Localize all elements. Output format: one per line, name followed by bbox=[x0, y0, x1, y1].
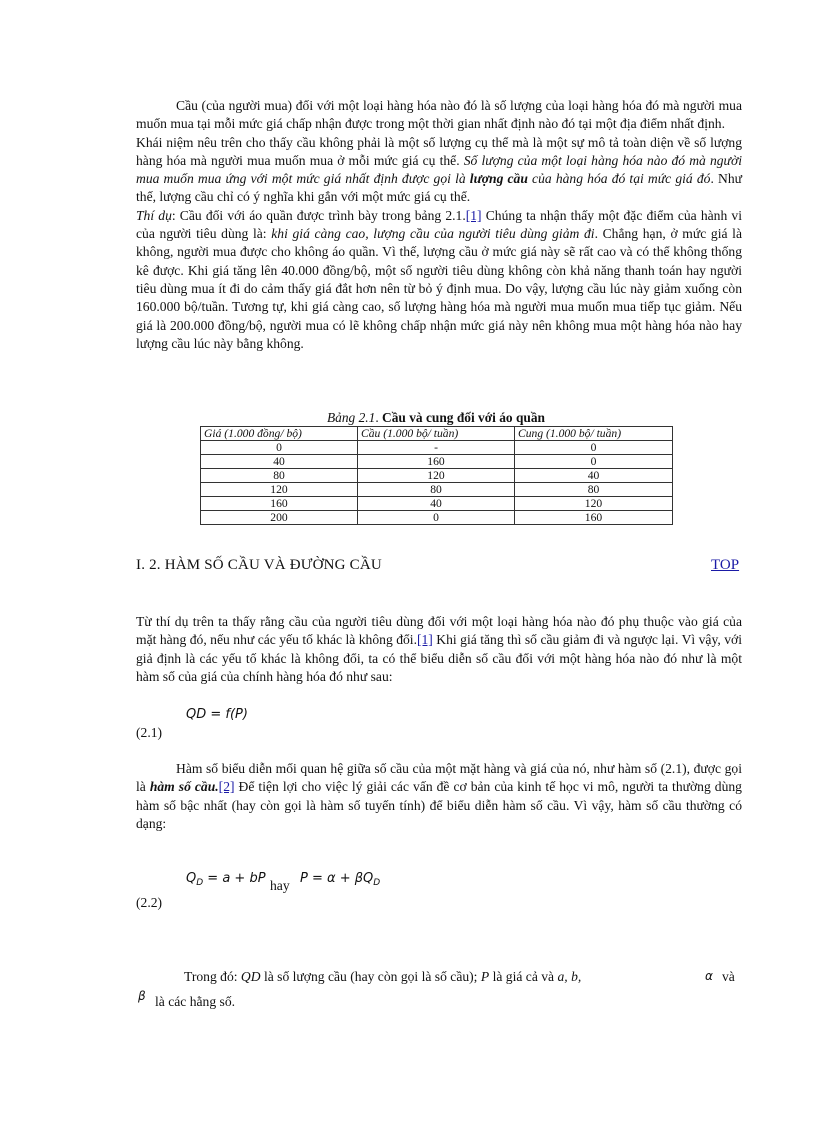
table-cell: 40 bbox=[515, 469, 673, 483]
formula-sub: D bbox=[196, 878, 204, 888]
para6-text3: là giá cả và bbox=[489, 969, 558, 984]
para6-text2: là số lượng cầu (hay còn gọi là số cầu); bbox=[260, 969, 481, 984]
footnote-link-1b[interactable]: [1] bbox=[416, 632, 433, 648]
table-caption: Bảng 2.1. Cầu và cung đối với áo quần bbox=[326, 410, 545, 425]
para5-text1: Hàm số biểu diễn mối quan hệ giữa số cầu của một mặt hàng và giá của nó, như hàm số (2.1), được gọi là bbox=[136, 761, 742, 795]
equation-number-2-2: (2.2) bbox=[136, 895, 163, 910]
para2-italic2: của hàng hóa đó tại mức giá đó bbox=[527, 171, 711, 187]
table-cell: 80 bbox=[358, 483, 515, 497]
table-cell: 0 bbox=[358, 511, 515, 525]
table-cell: - bbox=[358, 441, 515, 455]
table-row bbox=[201, 455, 673, 469]
para2-plain: Khái niệm nêu trên cho thấy cầu không phải là một số lượng cụ thể mà là một sự mô tả toàn diện về số lượng hàng hóa mà người mua muốn mua ở mỗi mức giá cụ thể. bbox=[136, 134, 742, 168]
para2-italic1: Số lượng của một loại hàng hóa nào đó mà người mua muốn mua ứng với một mức giá nhất định được gọi là bbox=[136, 152, 742, 187]
table-row bbox=[201, 441, 673, 455]
paragraph-demand-definition bbox=[136, 97, 742, 353]
alpha-symbol: α bbox=[705, 969, 713, 983]
para4 bbox=[136, 613, 742, 686]
table-header-price: Giá (1.000 đồng/ bộ) bbox=[201, 427, 358, 441]
para2-bold-term: lượng cầu bbox=[469, 171, 528, 187]
equation-number-2-1: (2.1) bbox=[136, 725, 163, 740]
para6-text4: là các hằng số. bbox=[155, 994, 236, 1009]
table-header-row bbox=[201, 427, 673, 441]
formula-q: Q bbox=[186, 871, 197, 886]
table-caption-number: Bảng 2.1 bbox=[326, 410, 376, 425]
beta-symbol: β bbox=[138, 989, 146, 1003]
para2-tail: . Như thế, lượng cầu chỉ có ý nghĩa khi gắn với một mức giá cụ thể. bbox=[136, 171, 742, 205]
table-cell: 200 bbox=[201, 511, 358, 525]
table-cell: 160 bbox=[201, 497, 358, 511]
para3 bbox=[136, 207, 742, 353]
para6-and: và bbox=[722, 969, 735, 984]
table-cell: 120 bbox=[515, 497, 673, 511]
table-cell: 160 bbox=[515, 511, 673, 525]
para6-text1: Trong đó: bbox=[184, 969, 241, 984]
table-cell: 80 bbox=[515, 483, 673, 497]
formula-right: P = α + β bbox=[300, 871, 364, 886]
formula-right-sub: D bbox=[373, 878, 381, 888]
formula-rest: = a + bP bbox=[203, 871, 266, 886]
para5-bold-term: hàm số cầu. bbox=[149, 779, 219, 795]
footnote-link-2[interactable]: [2] bbox=[218, 779, 235, 795]
table-cell: 160 bbox=[358, 455, 515, 469]
section-heading: I. 2. HÀM SỐ CẦU VÀ ĐƯỜNG CẦU bbox=[136, 557, 382, 573]
table-cell: 0 bbox=[201, 441, 358, 455]
top-link[interactable]: TOP bbox=[711, 557, 740, 573]
table-cell: 80 bbox=[201, 469, 358, 483]
table-row bbox=[201, 497, 673, 511]
table-caption-title: Cầu và cung đối với áo quần bbox=[382, 410, 545, 425]
table-header-demand: Cầu (1.000 bộ/ tuần) bbox=[358, 427, 515, 441]
para2 bbox=[136, 134, 742, 207]
table-cell: 40 bbox=[201, 455, 358, 469]
table-cell: 120 bbox=[358, 469, 515, 483]
para6-ab: a, b, bbox=[557, 969, 582, 984]
paragraph-definitions bbox=[136, 968, 742, 986]
table-cell: 120 bbox=[201, 483, 358, 497]
formula-hay: hay bbox=[270, 878, 290, 893]
para6-p: P bbox=[480, 969, 490, 984]
formula-2-1: QD = f(P) bbox=[186, 707, 248, 722]
para3-italic: khi giá càng cao, lượng cầu của người tiêu dùng giảm đi bbox=[271, 226, 595, 242]
para1-text: Cầu (của người mua) đối với một loại hàng hóa nào đó là số lượng của loại hàng hóa đó mà người mua muốn mua tại mỗi mức giá chấp nhận được trong một thời gian nhất định nào đó tại một địa điểm nhất định. bbox=[136, 98, 742, 132]
table-cell: 40 bbox=[358, 497, 515, 511]
table-row bbox=[201, 483, 673, 497]
table-row bbox=[201, 511, 673, 525]
paragraph-linear-demand bbox=[136, 760, 742, 833]
paragraph-demand-function bbox=[136, 613, 742, 686]
formula-right-q: Q bbox=[363, 871, 374, 886]
table-header-supply: Cung (1.000 bộ/ tuần) bbox=[515, 427, 673, 441]
formula-2-2-left bbox=[186, 870, 266, 892]
para5-text2: Để tiện lợi cho việc lý giải các vấn đề cơ bản của kinh tế học vi mô, người ta thường dùng hàm số bậc nhất (hay còn gọi là hàm số tuyến tính) để biểu diễn hàm số cầu. Vì vậy, hàm số cầu thường có dạng: bbox=[136, 779, 742, 831]
table-cell: 0 bbox=[515, 441, 673, 455]
para4-text2: Khi giá tăng thì số cầu giảm đi và ngược lại. Vì vậy, với giả định là các yếu tố khác là không đổi, ta có thể biểu diễn số cầu đối với một hàng hóa nào đó như là một hàm số của giá của chính hàng hóa đó như sau: bbox=[136, 632, 742, 684]
para4-text1: Từ thí dụ trên ta thấy rằng cầu của người tiêu dùng đối với một loại hàng hóa nào đó phụ thuộc vào giá của mặt hàng đó, nếu như các yếu tố khác là không đổi. bbox=[136, 614, 742, 648]
para6-qd: QD bbox=[240, 969, 261, 984]
para5 bbox=[136, 760, 742, 833]
supply-demand-table bbox=[200, 426, 673, 525]
table-cell: 0 bbox=[515, 455, 673, 469]
footnote-link-1[interactable]: [1] bbox=[465, 207, 482, 223]
para3-text1: : Cầu đối với áo quần được trình bày trong bảng 2.1. bbox=[171, 207, 466, 223]
formula-2-2-right bbox=[300, 870, 380, 892]
para3-lead: Thí dụ bbox=[136, 207, 172, 223]
table-row bbox=[201, 469, 673, 483]
para3-text2: Chúng ta nhận thấy một đặc điểm của hành vi của người tiêu dùng là: bbox=[136, 207, 742, 242]
para3-text3: . Chẳng hạn, ở mức giá là không, người mua được cho không áo quần. Vì thế, lượng cầu ở mức giá này sẽ rất cao và có thể không thống kê được. Khi giá tăng lên 40.000 đồng/bộ, một số người tiêu dùng không còn khả năng thanh toán hay người tiêu dùng mua ít đi do cảm thấy giá đắt hơn nên từ bỏ ý định mua. Do vậy, lượng cầu lúc này giảm xuống còn 160.000 bộ/tuần. Tương tự, khi giá càng cao, số lượng hàng hóa mà người mua muốn mua tiếp tục giảm. Nếu giá là 200.000 đồng/bộ, người mua có lẽ không chấp nhận mức giá này nên không mua một hàng hóa nào hay lượng cầu lúc này bằng không. bbox=[136, 226, 742, 351]
